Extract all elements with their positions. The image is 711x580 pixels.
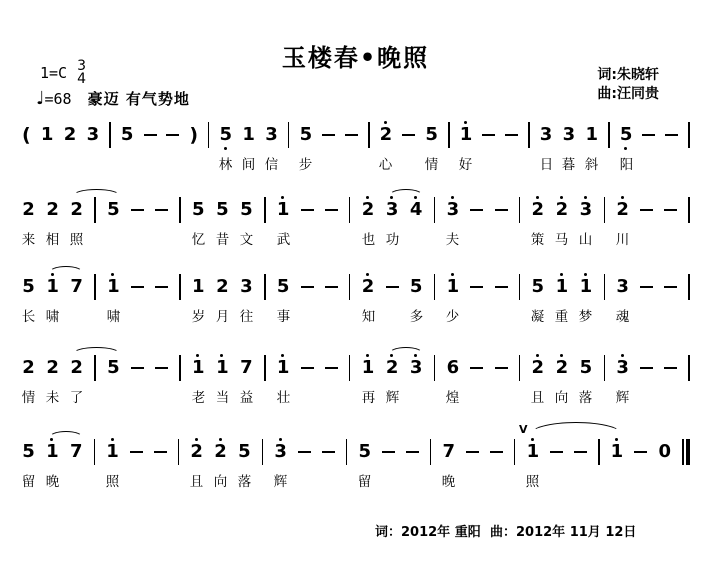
lyric-char: 益	[239, 390, 254, 406]
note: 5	[620, 120, 633, 150]
lyric-char: 重	[554, 309, 569, 325]
duration-dash	[664, 209, 677, 212]
note: 2	[46, 199, 59, 220]
octave-dot-above	[220, 354, 223, 357]
octave-dot-above	[281, 354, 284, 357]
note: 2	[190, 437, 203, 467]
close-paren: )	[189, 124, 198, 146]
note: 5	[531, 276, 545, 297]
barline	[262, 439, 264, 465]
note: 2	[63, 124, 77, 145]
duration-dash	[505, 134, 518, 137]
expression-marking: 豪迈 有气势地	[87, 90, 190, 108]
note: 3	[274, 437, 287, 467]
note: 3	[539, 124, 553, 145]
lyric-char: 林	[218, 157, 233, 173]
duration-dash	[322, 134, 335, 137]
note: 5	[107, 199, 120, 220]
octave-dot-above	[621, 354, 624, 357]
duration-dash	[495, 209, 508, 212]
barline	[94, 197, 96, 223]
note: 2	[555, 195, 568, 225]
octave-dot-above	[451, 196, 454, 199]
note: 4	[410, 195, 423, 225]
note: 7	[70, 276, 83, 297]
lyric-char: 梦	[578, 309, 593, 325]
duration-dash	[640, 367, 653, 370]
octave-dot-below	[224, 147, 227, 150]
duration-dash	[166, 134, 179, 137]
note: 3	[616, 353, 629, 383]
lyrics-row	[22, 231, 690, 249]
note: 2	[555, 353, 568, 383]
lyric-char: 往	[239, 309, 254, 325]
octave-dot-above	[366, 354, 369, 357]
barline	[94, 439, 96, 465]
notes-row	[22, 195, 690, 225]
duration-dash	[130, 451, 143, 454]
composer-credit: 曲:汪同贵	[597, 86, 659, 102]
note: 5	[409, 276, 423, 297]
lyric-char: 情	[424, 157, 439, 173]
note: 5	[22, 276, 35, 297]
lyric-char: 信	[264, 157, 279, 173]
lyrics-row	[22, 156, 690, 174]
duration-dash	[665, 134, 678, 137]
notes-row	[22, 272, 690, 302]
note: 1	[106, 437, 119, 467]
duration-dash	[382, 451, 395, 454]
duration-dash	[131, 286, 144, 289]
duration-dash	[154, 451, 167, 454]
notes-row	[22, 353, 690, 383]
barline	[519, 274, 521, 300]
note: 5	[240, 199, 253, 220]
lyric-char: 煌	[445, 390, 460, 406]
lyricist-credit: 词:朱晓轩	[597, 67, 659, 83]
note: 5	[238, 441, 251, 462]
note: 1	[526, 437, 539, 467]
lyric-char: 少	[445, 309, 460, 325]
note: 1	[610, 437, 623, 467]
lyrics-row	[22, 308, 690, 326]
note: 3	[240, 276, 253, 297]
note: 5	[299, 124, 313, 145]
note: 2	[214, 437, 227, 467]
duration-dash	[470, 367, 483, 370]
duration-dash	[144, 134, 157, 137]
octave-dot-above	[281, 196, 284, 199]
final-barline-thick	[686, 439, 690, 465]
duration-dash	[550, 451, 563, 454]
note: 2	[22, 357, 35, 378]
octave-dot-above	[536, 354, 539, 357]
note: 1	[585, 124, 599, 145]
note: 5	[216, 199, 229, 220]
note: 3	[386, 195, 399, 225]
barline	[604, 355, 606, 381]
note: 1	[242, 124, 255, 145]
note: 2	[46, 357, 59, 378]
lyric-char: 好	[458, 157, 473, 173]
lyric-char: 啸	[106, 309, 121, 325]
credits	[597, 66, 659, 104]
barline	[598, 439, 600, 465]
barline	[94, 355, 96, 381]
lyric-char: 了	[69, 390, 84, 406]
score-line	[22, 195, 690, 255]
barline	[430, 439, 432, 465]
note: 5	[22, 441, 35, 462]
note: 7	[442, 441, 456, 462]
duration-dash	[640, 286, 653, 289]
note: 1	[362, 353, 375, 383]
note: 1	[191, 276, 205, 297]
octave-dot-above	[111, 438, 114, 441]
barline	[349, 274, 351, 300]
lyric-char: 川	[615, 232, 630, 248]
lyric-char: 夫	[445, 232, 460, 248]
barline	[94, 274, 96, 300]
octave-dot-above	[621, 196, 624, 199]
duration-dash	[131, 209, 144, 212]
note: 7	[70, 441, 83, 462]
octave-dot-above	[615, 438, 618, 441]
slur-arc	[49, 266, 83, 274]
barline	[109, 122, 111, 148]
duration-dash	[664, 286, 677, 289]
lyric-char: 辉	[273, 474, 288, 490]
note: 3	[616, 276, 629, 297]
lyric-char: 向	[554, 390, 569, 406]
note: 1	[46, 437, 59, 467]
lyric-char: 马	[554, 232, 569, 248]
note: 2	[362, 195, 375, 225]
lyric-char: 壮	[276, 390, 291, 406]
lyric-char: 日	[539, 157, 554, 173]
barline	[448, 122, 450, 148]
lyric-char: 山	[578, 232, 593, 248]
barline	[179, 274, 181, 300]
lyric-char: 来	[21, 232, 36, 248]
lyric-char: 辉	[385, 390, 400, 406]
lyric-char: 且	[530, 390, 545, 406]
barline	[368, 122, 370, 148]
lyric-char: 啸	[45, 309, 60, 325]
duration-dash	[664, 367, 677, 370]
note: 3	[446, 195, 459, 225]
lyric-char: 照	[69, 232, 84, 248]
barline	[179, 197, 181, 223]
lyric-char: 当	[215, 390, 230, 406]
octave-dot-above	[219, 438, 222, 441]
open-paren: (	[22, 124, 31, 146]
lyric-char: 事	[276, 309, 291, 325]
barline	[208, 122, 210, 148]
octave-dot-above	[584, 273, 587, 276]
note: 1	[216, 353, 229, 383]
note: 5	[107, 357, 120, 378]
duration-dash	[155, 367, 168, 370]
note: 5	[579, 357, 593, 378]
note: 1	[277, 195, 290, 225]
lyric-char: 忆	[191, 232, 206, 248]
lyric-char: 魂	[615, 309, 630, 325]
duration-dash	[402, 134, 415, 137]
duration-dash	[155, 209, 168, 212]
lyric-char: 向	[213, 474, 228, 490]
notes-row	[22, 423, 690, 467]
note: 1	[192, 353, 205, 383]
note: 5	[120, 124, 134, 145]
lyric-char: 策	[530, 232, 545, 248]
duration-dash	[301, 209, 314, 212]
octave-dot-above	[560, 354, 563, 357]
note: 2	[216, 276, 229, 297]
duration-dash	[470, 286, 483, 289]
note: 1	[277, 353, 290, 383]
note: 5	[219, 120, 232, 150]
lyric-char: 也	[361, 232, 376, 248]
slur-arc	[73, 347, 120, 355]
lyric-char: 晚	[45, 474, 60, 490]
barline	[688, 355, 690, 381]
key-time-signature	[40, 60, 86, 86]
octave-dot-above	[366, 273, 369, 276]
lyric-char: 未	[45, 390, 60, 406]
note: 1	[555, 272, 568, 302]
song-title: 玉楼春•晚照	[281, 43, 430, 72]
score-line	[22, 272, 690, 332]
barline	[179, 355, 181, 381]
note: 3	[86, 124, 100, 145]
duration-dash	[301, 367, 314, 370]
barline	[346, 439, 348, 465]
slur-arc	[389, 189, 423, 197]
duration-dash	[640, 209, 653, 212]
note: 3	[265, 124, 278, 145]
octave-dot-above	[366, 196, 369, 199]
lyric-char: 心	[378, 157, 393, 173]
lyric-char: 再	[361, 390, 376, 406]
duration-dash	[482, 134, 495, 137]
duration-dash	[574, 451, 587, 454]
octave-dot-above	[196, 354, 199, 357]
barline	[688, 122, 690, 148]
lyric-char: 多	[409, 309, 424, 325]
lyric-char: 留	[21, 474, 36, 490]
note: 2	[531, 353, 544, 383]
lyric-char: 岁	[191, 309, 206, 325]
lyrics-date: 词：2012年 重阳	[375, 525, 481, 540]
lyric-char: 昔	[215, 232, 230, 248]
lyric-char: 阳	[619, 157, 634, 173]
final-barline	[682, 439, 690, 465]
note: 1	[107, 272, 120, 302]
lyric-char: 暮	[561, 157, 576, 173]
octave-dot-above	[584, 196, 587, 199]
slur-arc	[73, 189, 120, 197]
note: 1	[446, 272, 459, 302]
barline	[434, 274, 436, 300]
tempo-bpm: =68	[44, 89, 72, 108]
quarter-note-icon: ♩	[36, 87, 45, 109]
note: 2	[616, 195, 629, 225]
duration-dash	[642, 134, 655, 137]
barline	[349, 355, 351, 381]
note: 1	[579, 272, 592, 302]
slur-arc	[389, 347, 423, 355]
duration-dash	[495, 286, 508, 289]
barline	[688, 197, 690, 223]
lyric-char: 照	[105, 474, 120, 490]
duration-dash	[345, 134, 358, 137]
lyrics-row	[22, 389, 690, 407]
lyrics-row	[22, 473, 690, 491]
lyric-char: 照	[525, 474, 540, 490]
barline	[434, 355, 436, 381]
duration-dash	[298, 451, 311, 454]
notes-row	[22, 120, 690, 150]
note: 7	[240, 357, 253, 378]
duration-dash	[466, 451, 479, 454]
octave-dot-above	[111, 273, 114, 276]
lyric-char: 间	[241, 157, 256, 173]
lyric-char: 情	[21, 390, 36, 406]
octave-dot-above	[560, 196, 563, 199]
score-line	[22, 120, 690, 180]
lyric-char: 功	[385, 232, 400, 248]
barline	[604, 197, 606, 223]
barline	[288, 122, 290, 148]
note: 2	[70, 357, 83, 378]
note: 1	[46, 272, 59, 302]
rest-note: 0	[658, 441, 671, 462]
time-signature-numerator: 3	[77, 58, 87, 74]
note: 5	[276, 276, 290, 297]
duration-dash	[322, 451, 335, 454]
note: 3	[562, 124, 576, 145]
barline	[514, 439, 516, 465]
duration-dash	[325, 286, 338, 289]
lyric-char: 且	[189, 474, 204, 490]
tempo-marking	[36, 88, 190, 109]
score-line	[22, 353, 690, 413]
final-barline-thin	[682, 439, 684, 465]
note: 5	[358, 441, 372, 462]
duration-dash	[131, 367, 144, 370]
note: 1	[40, 124, 54, 145]
barline	[264, 355, 266, 381]
duration-dash	[470, 209, 483, 212]
music-date: 曲：2012年 11月 12日	[490, 525, 637, 540]
lyric-char: 辉	[615, 390, 630, 406]
barline	[528, 122, 530, 148]
duration-dash	[490, 451, 503, 454]
lyric-char: 斜	[584, 157, 599, 173]
lyric-char: 落	[237, 474, 252, 490]
octave-dot-above	[531, 438, 534, 441]
barline	[604, 274, 606, 300]
note: 2	[70, 199, 83, 220]
barline	[519, 197, 521, 223]
octave-dot-above	[279, 438, 282, 441]
duration-dash	[155, 286, 168, 289]
time-signature-denominator: 4	[77, 71, 87, 87]
note: 5	[191, 199, 205, 220]
lyric-char: 月	[215, 309, 230, 325]
octave-dot-below	[624, 147, 627, 150]
lyric-char: 凝	[530, 309, 545, 325]
note: 2	[379, 120, 392, 150]
lyric-char: 落	[578, 390, 593, 406]
note: 1	[459, 120, 472, 150]
duration-dash	[325, 209, 338, 212]
tie-arc	[529, 422, 623, 438]
note: 6	[446, 357, 460, 378]
barline	[178, 439, 180, 465]
note: 2	[386, 353, 399, 383]
note: 2	[531, 195, 544, 225]
barline	[688, 274, 690, 300]
duration-dash	[406, 451, 419, 454]
lyric-char: 文	[239, 232, 254, 248]
slur-arc	[49, 431, 83, 439]
lyric-char: 知	[361, 309, 376, 325]
breath-mark: V	[519, 423, 528, 436]
lyric-char: 长	[21, 309, 36, 325]
barline	[434, 197, 436, 223]
duration-dash	[495, 367, 508, 370]
lyric-char: 武	[276, 232, 291, 248]
note: 3	[579, 195, 592, 225]
lyric-char: 留	[357, 474, 372, 490]
note: 5	[425, 124, 438, 145]
octave-dot-above	[560, 273, 563, 276]
note: 3	[410, 353, 423, 383]
note: 2	[362, 272, 375, 302]
barline	[264, 274, 266, 300]
barline	[349, 197, 351, 223]
lyric-char: 晚	[441, 474, 456, 490]
octave-dot-above	[536, 196, 539, 199]
barline	[264, 197, 266, 223]
octave-dot-above	[195, 438, 198, 441]
lyric-char: 老	[191, 390, 206, 406]
lyric-char: 步	[298, 157, 313, 173]
duration-dash	[386, 286, 399, 289]
duration-dash	[301, 286, 314, 289]
barline	[519, 355, 521, 381]
octave-dot-above	[451, 273, 454, 276]
score-line	[21, 423, 690, 497]
time-signature	[77, 60, 86, 86]
barline	[608, 122, 610, 148]
lyric-char: 相	[45, 232, 60, 248]
key-signature: 1=C	[40, 64, 68, 82]
note: 2	[22, 199, 35, 220]
octave-dot-above	[464, 121, 467, 124]
duration-dash	[634, 451, 647, 454]
duration-dash	[325, 367, 338, 370]
octave-dot-above	[384, 121, 387, 124]
